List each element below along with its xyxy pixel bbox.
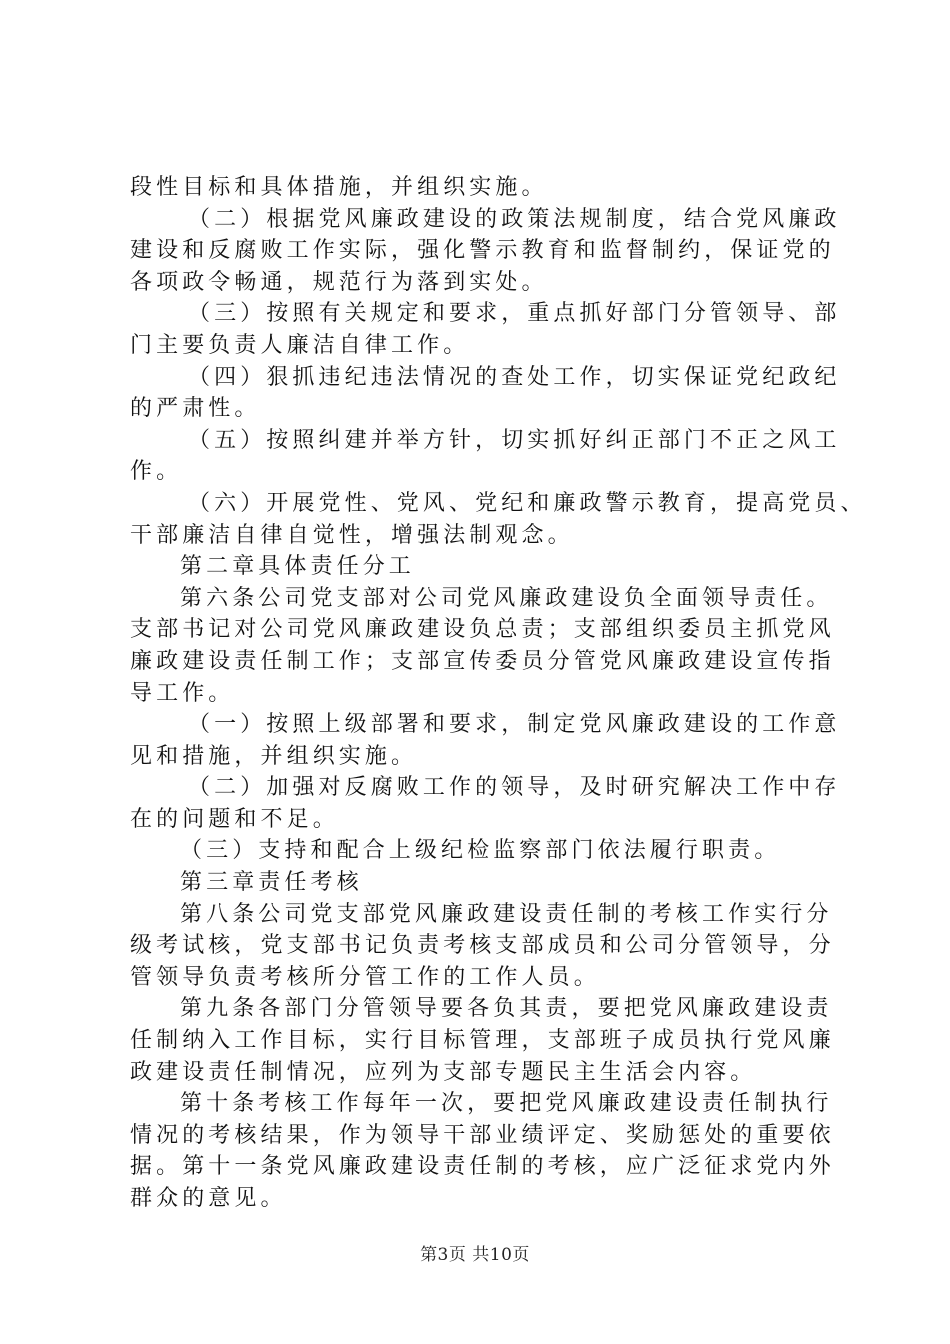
text-line: 第八条公司党支部党风廉政建设责任制的考核工作实行分	[180, 901, 833, 927]
text-line: 支部书记对公司党风廉政建设负总责；支部组织委员主抓党风	[130, 617, 835, 643]
chapter-heading: 第三章责任考核	[180, 870, 363, 896]
chapter-heading: 第二章具体责任分工	[180, 554, 415, 580]
text-line: 级考试核，党支部书记负责考核支部成员和公司分管领导，分	[130, 933, 835, 959]
text-line: 作。	[130, 459, 183, 485]
text-line: 管领导负责考核所分管工作的工作人员。	[130, 964, 600, 990]
text-line: 导工作。	[130, 680, 235, 706]
text-line: 在的问题和不足。	[130, 806, 339, 832]
text-line: 第十条考核工作每年一次，要把党风廉政建设责任制执行	[180, 1091, 833, 1117]
text-line: 建设和反腐败工作实际，强化警示教育和监督制约，保证党的	[130, 238, 835, 264]
text-line: 群众的意见。	[130, 1186, 287, 1211]
text-line: 见和措施，并组织实施。	[130, 743, 418, 769]
text-line: 各项政令畅通，规范行为落到实处。	[130, 269, 548, 295]
text-line: （六）开展党性、党风、党纪和廉政警示教育，提高党员、	[188, 490, 867, 516]
text-line: 的严肃性。	[130, 396, 261, 422]
text-line: （三）支持和配合上级纪检监察部门依法履行职责。	[180, 838, 781, 864]
text-line: 情况的考核结果，作为领导干部业绩评定、奖励惩处的重要依	[130, 1122, 835, 1148]
text-line: 干部廉洁自律自觉性，增强法制观念。	[130, 522, 574, 548]
text-line: 门主要负责人廉洁自律工作。	[130, 332, 470, 358]
text-line: 廉政建设责任制工作；支部宣传委员分管党风廉政建设宣传指	[130, 648, 835, 674]
text-line: 政建设责任制情况，应列为支部专题民主生活会内容。	[130, 1059, 757, 1085]
text-line: 据。第十一条党风廉政建设责任制的考核，应广泛征求党内外	[130, 1154, 835, 1180]
text-line: （四）狠抓违纪违法情况的查处工作，切实保证党纪政纪	[188, 364, 841, 390]
text-line: 段性目标和具体措施，并组织实施。	[130, 175, 548, 200]
text-line: （二）加强对反腐败工作的领导，及时研究解决工作中存	[188, 775, 841, 801]
page-footer: 第3页 共10页	[420, 1245, 530, 1265]
text-line: （三）按照有关规定和要求，重点抓好部门分管领导、部	[188, 301, 841, 327]
text-line: （二）根据党风廉政建设的政策法规制度，结合党风廉政	[188, 206, 841, 232]
text-line: 第六条公司党支部对公司党风廉政建设负全面领导责任。	[180, 585, 833, 611]
document-body	[130, 172, 867, 1215]
text-line: （五）按照纠建并举方针，切实抓好纠正部门不正之风工	[188, 427, 841, 453]
text-line: （一）按照上级部署和要求，制定党风廉政建设的工作意	[188, 712, 841, 738]
text-line: 第九条各部门分管领导要各负其责，要把党风廉政建设责	[180, 996, 833, 1022]
text-line: 任制纳入工作目标，实行目标管理，支部班子成员执行党风廉	[130, 1028, 835, 1054]
